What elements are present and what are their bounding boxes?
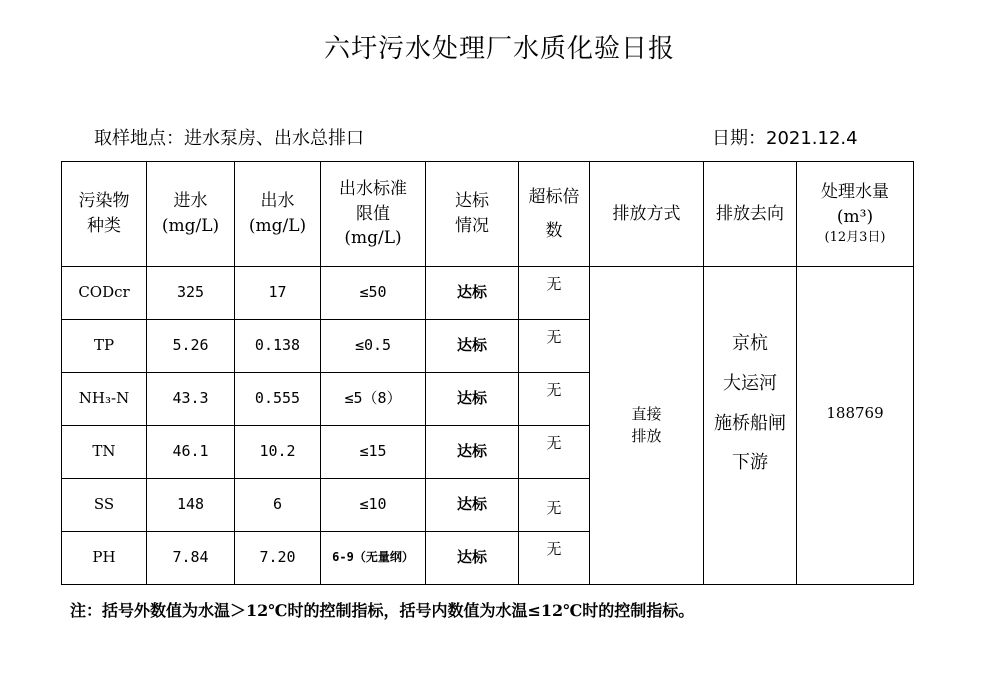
treated-volume: 188769 (797, 267, 914, 585)
outflow-value: 10.2 (235, 426, 321, 479)
pollutant-name: CODcr (62, 267, 147, 320)
header-volume: 处理水量(m³) (12月3日) (797, 162, 914, 267)
status-value: 达标 (426, 373, 519, 426)
multiple-value: 无 (519, 426, 590, 479)
sampling-location: 取样地点：进水泵房、出水总排口 (94, 128, 364, 149)
limit-value: ≤50 (321, 267, 426, 320)
header-limit: 出水标准限值(mg/L) (321, 162, 426, 267)
inflow-value: 43.3 (147, 373, 235, 426)
status-value: 达标 (426, 532, 519, 585)
report-title: 六圩污水处理厂水质化验日报 (323, 34, 675, 64)
outflow-value: 7.20 (235, 532, 321, 585)
outflow-value: 6 (235, 479, 321, 532)
discharge-destination: 京杭 大运河 施桥船闸 下游 (704, 267, 797, 585)
pollutant-name: TP (62, 320, 147, 373)
pollutant-name: TN (62, 426, 147, 479)
header-discharge-method: 排放方式 (590, 162, 704, 267)
table-header-row (62, 162, 914, 267)
header-discharge-dest: 排放去向 (704, 162, 797, 267)
outflow-value: 0.555 (235, 373, 321, 426)
report-date: 日期：2021.12.4 (712, 128, 858, 149)
multiple-value: 无 (519, 267, 590, 320)
inflow-value: 5.26 (147, 320, 235, 373)
pollutant-name: SS (62, 479, 147, 532)
inflow-value: 325 (147, 267, 235, 320)
inflow-value: 148 (147, 479, 235, 532)
header-inflow: 进水(mg/L) (147, 162, 235, 267)
multiple-value: 无 (519, 373, 590, 426)
status-value: 达标 (426, 426, 519, 479)
discharge-method: 直接 排放 (590, 267, 704, 585)
footnote: 注：括号外数值为水温＞12℃时的控制指标，括号内数值为水温≤12℃时的控制指标。 (70, 601, 695, 620)
outflow-value: 0.138 (235, 320, 321, 373)
limit-value: ≤10 (321, 479, 426, 532)
water-quality-table (61, 161, 914, 585)
limit-value: ≤0.5 (321, 320, 426, 373)
status-value: 达标 (426, 320, 519, 373)
limit-value: ≤15 (321, 426, 426, 479)
inflow-value: 46.1 (147, 426, 235, 479)
multiple-value: 无 (519, 320, 590, 373)
inflow-value: 7.84 (147, 532, 235, 585)
limit-value: 6-9（无量纲） (321, 532, 426, 585)
status-value: 达标 (426, 479, 519, 532)
header-status: 达标情况 (426, 162, 519, 267)
outflow-value: 17 (235, 267, 321, 320)
pollutant-name: NH₃-N (62, 373, 147, 426)
header-outflow: 出水(mg/L) (235, 162, 321, 267)
status-value: 达标 (426, 267, 519, 320)
pollutant-name: PH (62, 532, 147, 585)
multiple-value: 无 (519, 532, 590, 585)
limit-value: ≤5（8） (321, 373, 426, 426)
header-pollutant: 污染物种类 (62, 162, 147, 267)
multiple-value: 无 (519, 479, 590, 532)
header-multiple: 超标倍数 (519, 162, 590, 267)
table-row (62, 267, 914, 320)
